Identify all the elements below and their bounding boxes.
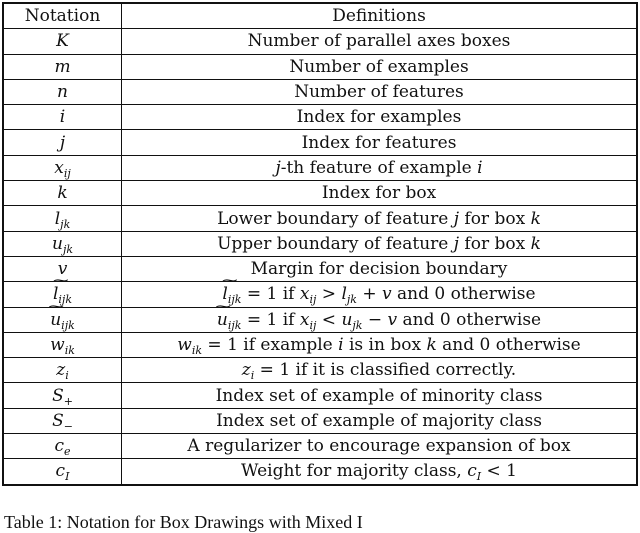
notation-symbol: c [54, 436, 64, 457]
notation-subscript: ik [64, 344, 75, 357]
definition-cell: Index for examples [122, 105, 638, 130]
table-row [3, 79, 637, 104]
definition-cell: ~ $u_{ijk} = 1$ if $x_{ij} < u_{jk} - v$ and 0 otherwise [122, 307, 638, 332]
notation-subscript: jk [62, 242, 74, 256]
definition-cell: Upper boundary of feature j for box k [122, 231, 638, 256]
table-row [3, 130, 637, 155]
table-row [3, 54, 637, 79]
notation-subscript: ij [63, 166, 71, 180]
table-caption: Table 1: Notation for Box Drawings with Mixed I [4, 512, 363, 532]
notation-subscript: + [63, 394, 73, 408]
table-row [3, 332, 637, 357]
table-header-row [3, 3, 637, 29]
notation-symbol: l [54, 208, 61, 229]
notation-cell [3, 358, 122, 383]
table-row [3, 282, 637, 307]
notation-cell [3, 408, 122, 433]
notation-symbol: w [50, 335, 65, 355]
notation-cell [3, 332, 122, 357]
definition-cell: j-th feature of example i [122, 155, 638, 180]
notation-cell [3, 130, 122, 155]
definition-cell: ~ $l_{ijk} = 1$ if $x_{ij} > l_{jk} + v$ and 0 otherwise [122, 282, 638, 307]
notation-subscript: ijk [61, 318, 75, 332]
notation-cell [3, 181, 122, 206]
notation-cell [3, 307, 122, 332]
notation-subscript: i [65, 369, 69, 383]
definition-cell: Index for features [122, 130, 638, 155]
notation-cell [3, 231, 122, 256]
definition-cell: Index for box [122, 181, 638, 206]
definition-cell: Index set of example of majority class [122, 408, 638, 433]
table-row [3, 206, 637, 231]
table-row [3, 29, 637, 54]
notation-symbol: k [57, 183, 68, 204]
definition-cell: Margin for decision boundary [122, 256, 638, 281]
table-row [3, 307, 637, 332]
table-row [3, 105, 637, 130]
notation-symbol: u [51, 233, 63, 254]
notation-symbol: i [59, 107, 66, 128]
header-notation: Notation [3, 3, 122, 29]
notation-symbol: c [55, 461, 66, 482]
definition-cell: $z_i = 1$ if it is classified correctly. [122, 358, 638, 383]
notation-subscript: e [64, 445, 71, 459]
definition-cell: Lower boundary of feature j for box k [122, 206, 638, 231]
table-row [3, 358, 637, 383]
table-row [3, 434, 637, 459]
definition-cell: Number of parallel axes boxes [122, 29, 638, 54]
table-row [3, 181, 637, 206]
definition-cell: Number of features [122, 79, 638, 104]
table-row [3, 256, 637, 281]
notation-symbol: S [52, 410, 64, 431]
notation-cell [3, 155, 122, 180]
notation-subscript: ijk [58, 293, 73, 307]
notation-cell [3, 434, 122, 459]
notation-subscript: I [65, 470, 70, 484]
table-row [3, 408, 637, 433]
notation-cell [3, 54, 122, 79]
notation-symbol: j [59, 132, 66, 153]
notation-subscript: − [63, 419, 73, 433]
notation-symbol: S [52, 385, 64, 406]
notation-cell [3, 79, 122, 104]
table-row [3, 231, 637, 256]
table-row [3, 383, 637, 408]
definition-cell: Index set of example of minority class [122, 383, 638, 408]
definition-cell: $w_{ik} = 1$ if example i is in box k and 0 otherwise [122, 332, 638, 357]
notation-symbol: x [54, 157, 64, 178]
definition-cell: A regularizer to encourage expansion of box [122, 434, 638, 459]
notation-symbol: z [56, 360, 66, 381]
notation-symbol: ~ l [53, 283, 58, 305]
definition-cell: Weight for majority class, $c_I < 1$ [122, 459, 638, 485]
notation-cell [3, 206, 122, 231]
table-row [3, 459, 637, 485]
notation-table [2, 2, 638, 486]
header-definitions: Definitions [122, 3, 638, 29]
notation-cell [3, 459, 122, 485]
notation-cell [3, 29, 122, 54]
definition-cell: Number of examples [122, 54, 638, 79]
notation-symbol: ~ u [50, 309, 61, 331]
notation-symbol: v [57, 259, 68, 280]
table-row [3, 155, 637, 180]
notation-symbol: m [54, 56, 71, 77]
notation-symbol: n [57, 82, 68, 103]
notation-subscript: jk [60, 217, 71, 231]
notation-cell [3, 383, 122, 408]
notation-cell [3, 105, 122, 130]
notation-symbol: K [56, 31, 69, 52]
